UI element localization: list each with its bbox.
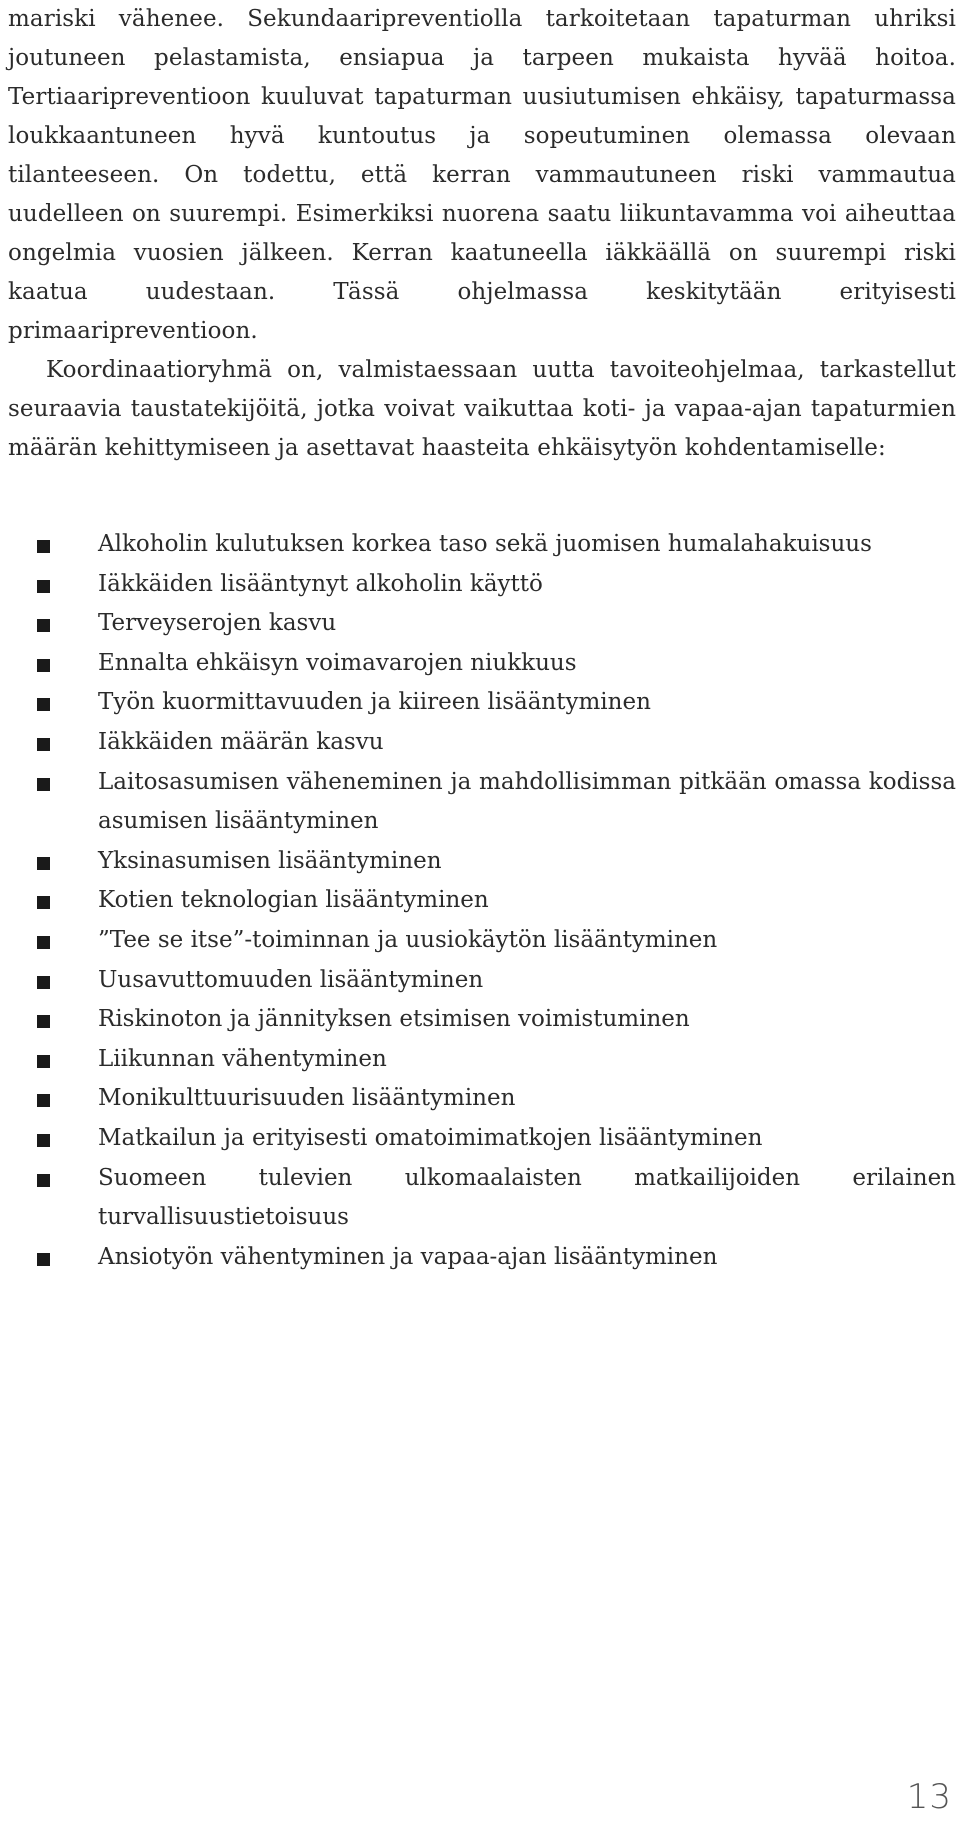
square-bullet-icon xyxy=(37,738,50,751)
list-item xyxy=(10,525,956,565)
list-item-text: Suomeen tulevien ulkomaalaisten matkailijoiden erilainen turvallisuustietoisuus xyxy=(98,1164,956,1231)
square-bullet-icon xyxy=(37,1134,50,1147)
list-item-text: Terveyserojen kasvu xyxy=(98,610,337,637)
square-bullet-icon xyxy=(37,896,50,909)
list-item xyxy=(10,565,956,605)
list-item xyxy=(10,723,956,763)
list-item xyxy=(10,604,956,644)
square-bullet-icon xyxy=(37,659,50,672)
list-item-text: Yksinasumisen lisääntyminen xyxy=(98,847,442,874)
square-bullet-icon xyxy=(37,778,50,791)
list-item xyxy=(10,1159,956,1238)
paragraph-background-factors: Koordinaatioryhmä on, valmistaessaan uutta tavoiteohjelmaa, tarkastellut seuraavia taustatekijöitä, jotka voivat vaikuttaa koti- ja vapaa-ajan tapaturmien määrän kehittymiseen ja asettavat haasteita ehkäisytyön kohdentamiselle: xyxy=(8,357,956,461)
square-bullet-icon xyxy=(37,580,50,593)
square-bullet-icon xyxy=(37,1055,50,1068)
list-item xyxy=(10,763,956,842)
background-factors-list xyxy=(10,525,956,1277)
list-item-text: Iäkkäiden määrän kasvu xyxy=(98,728,384,755)
list-item-text: ”Tee se itse”-toiminnan ja uusiokäytön lisääntyminen xyxy=(98,926,718,953)
square-bullet-icon xyxy=(37,1094,50,1107)
square-bullet-icon xyxy=(37,619,50,632)
list-item-text: Ansiotyön vähentyminen ja vapaa-ajan lisääntyminen xyxy=(98,1243,718,1270)
paragraph-prevention: mariski vähenee. Sekundaaripreventiolla tarkoitetaan tapaturman uhriksi joutuneen pelastamista, ensiapua ja tarpeen mukaista hyvää hoitoa. Tertiaaripreventioon kuuluvat tapaturman uusiutumisen ehkäisy, tapaturmassa loukkaantuneen hyvä kuntoutus ja sopeutuminen olemassa olevaan tilanteeseen. On todettu, että kerran vammautuneen riski vammautua uudelleen on suurempi. Esimerkiksi nuorena saatu liikuntavamma voi aiheuttaa ongelmia vuosien jälkeen. Kerran kaatuneella iäkkäällä on suurempi riski kaatua uudestaan. Tässä ohjelmassa keskitytään erityisesti primaaripreventioon. xyxy=(8,6,956,344)
list-item xyxy=(10,644,956,684)
square-bullet-icon xyxy=(37,698,50,711)
list-item-text: Uusavuttomuuden lisääntyminen xyxy=(98,966,484,993)
list-item-text: Työn kuormittavuuden ja kiireen lisääntyminen xyxy=(98,689,651,716)
list-item xyxy=(10,881,956,921)
list-item-text: Iäkkäiden lisääntynyt alkoholin käyttö xyxy=(98,570,543,597)
list-item-text: Ennalta ehkäisyn voimavarojen niukkuus xyxy=(98,649,577,676)
list-item-text: Monikulttuurisuuden lisääntyminen xyxy=(98,1085,516,1112)
list-item-text: Alkoholin kulutuksen korkea taso sekä juomisen humalahakuisuus xyxy=(98,531,872,557)
list-item xyxy=(10,1079,956,1119)
square-bullet-icon xyxy=(37,1015,50,1028)
list-item-text: Liikunnan vähentyminen xyxy=(98,1045,387,1072)
body-text xyxy=(8,0,956,468)
list-item-text: Riskinoton ja jännityksen etsimisen voimistuminen xyxy=(98,1006,690,1033)
list-item xyxy=(10,921,956,961)
list-item-text: Laitosasumisen väheneminen ja mahdollisimman pitkään omassa kodissa asumisen lisääntyminen xyxy=(98,768,956,835)
list-item xyxy=(10,1000,956,1040)
list-item xyxy=(10,1040,956,1080)
square-bullet-icon xyxy=(37,936,50,949)
square-bullet-icon xyxy=(37,976,50,989)
list-item xyxy=(10,1238,956,1278)
square-bullet-icon xyxy=(37,1253,50,1266)
square-bullet-icon xyxy=(37,1174,50,1187)
list-item-text: Matkailun ja erityisesti omatoimimatkojen lisääntyminen xyxy=(98,1124,763,1151)
list-item xyxy=(10,1119,956,1159)
page-number: 13 xyxy=(906,1777,952,1817)
list-item xyxy=(10,961,956,1001)
list-item xyxy=(10,842,956,882)
square-bullet-icon xyxy=(37,857,50,870)
list-item xyxy=(10,683,956,723)
list-item-text: Kotien teknologian lisääntyminen xyxy=(98,887,489,914)
square-bullet-icon xyxy=(37,540,50,553)
